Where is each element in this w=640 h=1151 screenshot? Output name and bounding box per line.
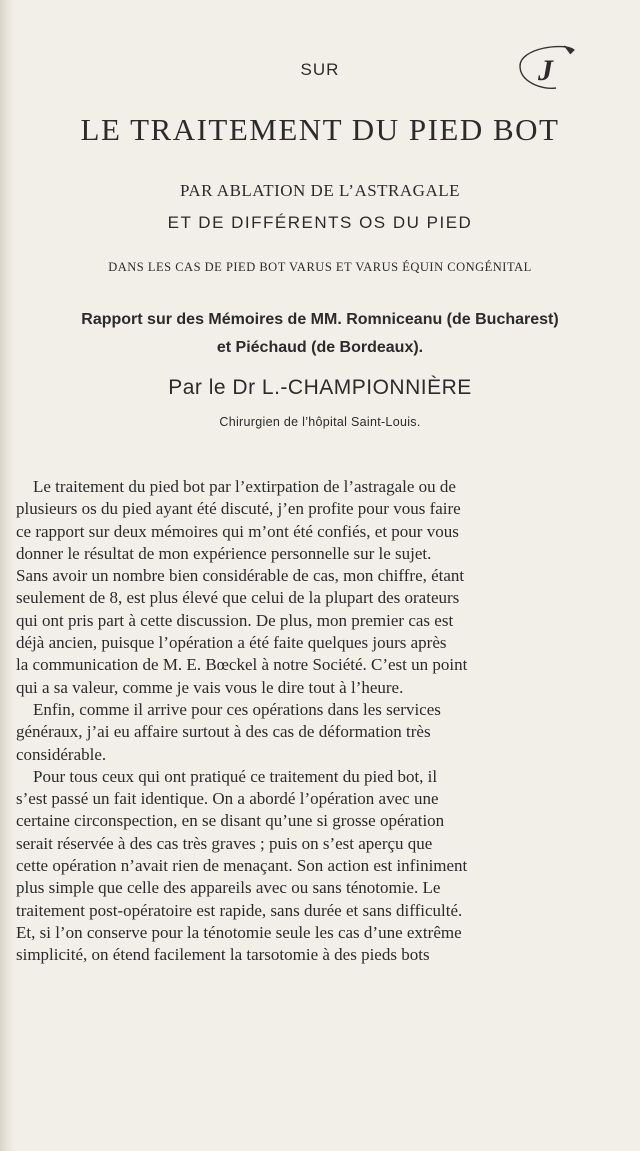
body-text (16, 476, 626, 967)
body-line: plus simple que celle des appareils avec ou sans ténotomie. Le (16, 878, 441, 898)
author-prefix: Par le Dr (168, 376, 256, 399)
body-line: généraux, j’ai eu affaire surtout à des cas de déformation très (16, 722, 431, 742)
subtitle-bones: ET DE DIFFÉRENTS OS DU PIED (167, 213, 473, 232)
body-line: Le traitement du pied bot par l’extirpation de l’astragale ou de (16, 477, 456, 496)
body-line: qui ont pris part à cette discussion. De plus, mon premier cas est (16, 610, 454, 630)
body-line: traitement post-opératoire est rapide, sans durée et sans difficulté. (16, 900, 463, 920)
body-line: considérable. (16, 744, 107, 764)
author-name: L.-CHAMPIONNIÈRE (261, 376, 472, 399)
body-line: cette opération n’avait rien de menaçant. Son action est infiniment (16, 856, 468, 876)
body-line: Et, si l’on conserve pour la ténotomie seule les cas d’une extrême (16, 922, 462, 942)
page-spine-shadow (0, 0, 14, 1151)
report-heading (0, 306, 640, 362)
author-affiliation: Chirurgien de l’hôpital Saint-Louis. (219, 415, 421, 429)
body-line: Pour tous ceux qui ont pratiqué ce traitement du pied bot, il (16, 766, 438, 786)
author-line (0, 376, 640, 400)
body-line: plusieurs os du pied ayant été discuté, j’en profite pour vous faire (16, 499, 461, 519)
body-line: déjà ancien, puisque l’opération a été faite quelques jours après (16, 633, 447, 653)
body-line: Enfin, comme il arrive pour ces opérations dans les services (16, 699, 441, 719)
body-line: certaine circonspection, en se disant qu’une si grosse opération (16, 811, 445, 831)
subtitle-cases: DANS LES CAS DE PIED BOT VARUS ET VARUS ÉQUIN CONGÉNITAL (108, 260, 532, 274)
body-line: s’est passé un fait identique. On a abordé l’opération avec une (16, 789, 439, 809)
body-line: donner le résultat de mon expérience personnelle sur le sujet. (16, 543, 432, 563)
body-line: seulement de 8, est plus élevé que celui de la plupart des orateurs (16, 588, 460, 608)
title-prefix: SUR (300, 60, 340, 79)
stamp-monogram: J (538, 54, 553, 87)
body-line: serait réservée à des cas très graves ; puis on s’est aperçu que (16, 833, 433, 853)
subtitle-method: PAR ABLATION DE L’ASTRAGALE (179, 181, 460, 200)
body-line: qui a sa valeur, comme je vais vous le dire tout à l’heure. (16, 677, 404, 697)
body-line: ce rapport sur deux mémoires qui m’ont été confiés, et pour vous (16, 521, 459, 541)
report-line-2: et Piéchaud (de Bordeaux). (216, 339, 424, 356)
page-title: LE TRAITEMENT DU PIED BOT (80, 112, 560, 147)
body-line: Sans avoir un nombre bien considérable de cas, mon chiffre, étant (16, 566, 465, 586)
body-line: simplicité, on étend facilement la tarsotomie à des pieds bots (16, 945, 430, 965)
report-line-1: Rapport sur des Mémoires de MM. Romniceanu (de Bucharest) (81, 311, 559, 328)
body-line: la communication de M. E. Bœckel à notre Société. C’est un point (16, 655, 468, 675)
